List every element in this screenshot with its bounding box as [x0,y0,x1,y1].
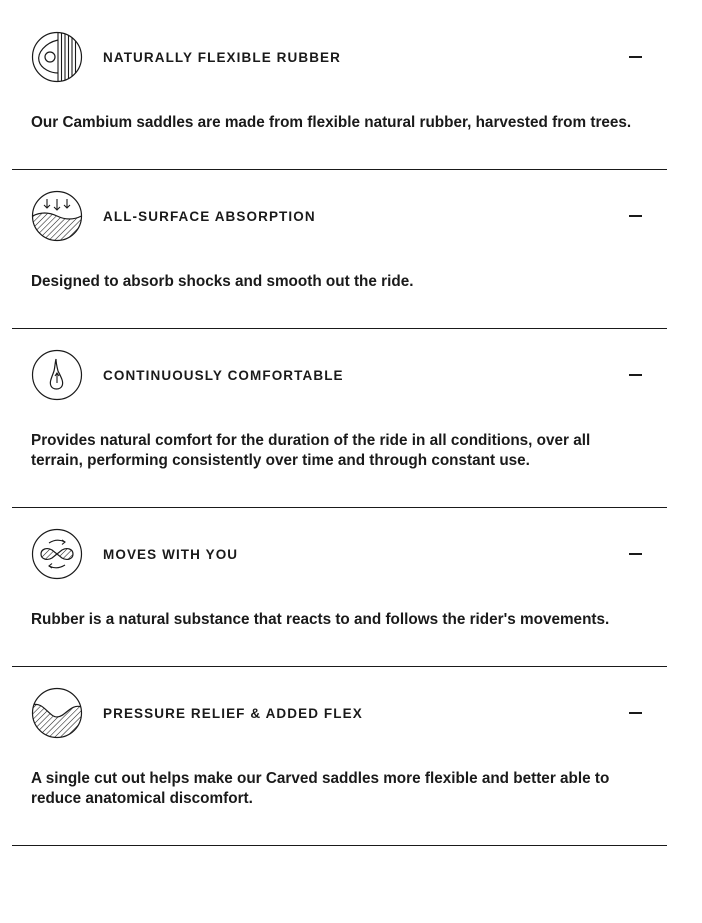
collapse-toggle-button[interactable] [628,545,644,561]
feature-item [12,0,667,170]
minus-icon [629,374,642,376]
feature-item [12,170,667,329]
feature-description: Rubber is a natural substance that reacts to and follows the rider's movements. [31,611,610,628]
collapse-toggle-button[interactable] [628,48,644,64]
minus-icon [629,712,642,714]
feature-title: PRESSURE RELIEF & ADDED FLEX [103,706,363,721]
feature-header[interactable] [12,31,667,113]
minus-icon [629,553,642,555]
feature-header[interactable] [12,190,667,272]
moves-with-you-icon [31,528,83,580]
collapse-toggle-button[interactable] [628,207,644,223]
feature-header[interactable] [12,687,667,769]
feature-item [12,508,667,667]
feature-description: Designed to absorb shocks and smooth out the ride. [31,273,414,290]
feature-header[interactable] [12,349,667,431]
feature-header[interactable] [12,528,667,610]
comfort-drop-icon [31,349,83,401]
feature-item [12,667,667,846]
feature-title: ALL-SURFACE ABSORPTION [103,209,316,224]
minus-icon [629,215,642,217]
feature-title: NATURALLY FLEXIBLE RUBBER [103,50,342,65]
pressure-relief-icon [31,687,83,739]
flexible-rubber-icon [31,31,83,83]
feature-title: MOVES WITH YOU [103,547,239,562]
collapse-toggle-button[interactable] [628,704,644,720]
feature-description: A single cut out helps make our Carved saddles more flexible and better able to reduce anatomical discomfort. [31,770,610,807]
surface-absorption-icon [31,190,83,242]
minus-icon [629,56,642,58]
feature-description: Our Cambium saddles are made from flexible natural rubber, harvested from trees. [31,114,632,131]
collapse-toggle-button[interactable] [628,366,644,382]
feature-item [12,329,667,508]
feature-title: CONTINUOUSLY COMFORTABLE [103,368,344,383]
feature-description: Provides natural comfort for the duration of the ride in all conditions, over all terrain, performing consistently over time and through constant use. [31,432,591,469]
